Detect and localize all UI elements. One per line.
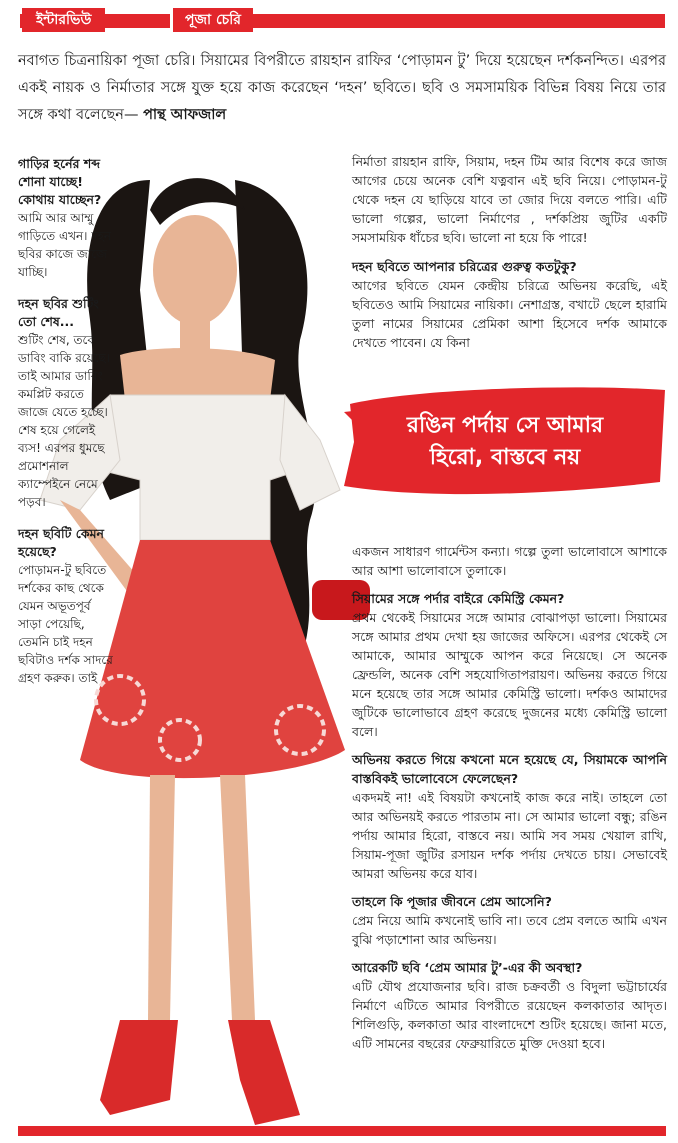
paragraph: একজন সাধারণ গার্মেন্টস কন্যা। গল্পে তুলা ভালোবাসে আশাকে আর আশা ভালোবাসে তুলাকে। [352,544,667,578]
footer-red-bar [18,1126,666,1136]
question: দহন ছবিটি কেমন হয়েছে? [18,526,105,559]
answer: পোড়ামন-টু ছবিতে দর্শকের কাছ থেকে যেমন অভূতপূর্ব সাড়া পেয়েছি, তেমনি চাই দহন ছবিটাও দর্শক সাদরে গ্রহণ করুক। তাই [18,563,113,685]
answer: প্রথম থেকেই সিয়ামের সঙ্গে আমার বোঝাপড়া ভালো। সিয়ামের সঙ্গে আমার প্রথম দেখা হয় জাজের অফিসে। এরপর থেকেই সে আমাকে, আমার আম্মুকে আপন করে নিয়েছে। সে অনেক ফ্রেন্ডলি, অনেক বেশি সহযোগিতাপরায়ণ। অভিনয় করতে গিয়ে মনে হয়েছে তার সঙ্গে আমার কেমিস্ট্রি ভালো। দর্শকও আমাদের জুটিকে ভালোভাবে গ্রহণ করেছে দুজনের মধ্যে কেমিস্ট্রি ভালো বলে। [352,610,667,739]
answer: আমি আর আম্মু গাড়িতে এখন। দহন ছবির কাজে জাজে যাচ্ছি। [18,211,112,279]
question: অভিনয় করতে গিয়ে কখনো মনে হয়েছে যে, সিয়ামকে আপনি বাস্তবিকই ভালোবেসে ফেলেছেন? [352,752,667,786]
question: দহন ছবির শুটিং তো শেষ... [18,296,99,329]
byline: পান্থ আফজাল [143,107,227,123]
question: তাহলে কি পূজার জীবনে প্রেম আসেনি? [352,894,552,909]
paragraph: নির্মাতা রায়হান রাফি, সিয়াম, দহন টিম আর বিশেষ করে জাজ আগের চেয়ে অনেক বেশি যত্নবান এই ছবি নিয়ে। পোড়ামন-টু থেকে দহন যে ছাড়িয়ে যাবে তা জোর দিয়ে বলতে পারি। এটি ভালো গল্পের, ভালো নির্মাণের , দর্শকপ্রিয় জুটির একটি সমসাময়িক ধাঁচের ছবি। ভালো না হয়ে কি পারে! [352,154,667,245]
person-tag: পূজা চেরি [170,8,253,32]
answer: এটি যৌথ প্রযোজনার ছবি। রাজ চক্রবর্তী ও বিদুলা ভট্টাচার্যের নির্মাণে এটিতে আমার বিপরীতে রয়েছেন কলকাতার আদৃত। শিলিগুড়ি, কলকাতা আর বাংলাদেশে শুটিং হয়েছে। জানা মতে, এটি সামনের বছরের ফেব্রুয়ারিতে মুক্তি দেওয়া হবে। [352,979,667,1051]
answer: প্রেম নিয়ে আমি কখনোই ভাবি না। তবে প্রেম বলতে আমি এখন বুঝি পড়াশোনা আর অভিনয়। [352,913,667,947]
question: দহন ছবিতে আপনার চরিত্রের গুরুত্ব কতটুকু? [352,259,577,274]
left-column [18,155,114,701]
pull-quote-line: হিরো, বাস্তবে নয় [429,445,581,470]
question: গাড়ির হর্নের শব্দ শোনা যাচ্ছে! কোথায় যাচ্ছেন? [18,156,102,207]
question: আরেকটি ছবি ‘প্রেম আমার টু’-এর কী অবস্থা? [352,960,583,975]
answer: একদমই না! এই বিষয়টা কখনোই কাজ করে নাই। তাহলে তো আর অভিনয়ই করতে পারতাম না। সে আমার ভালো বন্ধু; রঙিন পর্দায় আমার হিরো, বাস্তবে নয়। আমি সব সময় খেয়াল রাখি, সিয়াম-পূজা জুটির রসায়ন দর্শক পর্দায় দেখতে চায়। সেভাবেই আমরা অভিনয় করে যাব। [352,790,667,881]
right-column-top [352,152,667,352]
intro-text: নবাগত চিত্রনায়িকা পূজা চেরি। সিয়ামের বিপরীতে রায়হান রাফির ‘পোড়ামন টু’ দিয়ে হয়েছেন দর্শকনন্দিত। এরপর একই নায়ক ও নির্মাতার সঙ্গে যুক্ত হয়ে কাজ করেছেন ‘দহন’ ছবিতে। ছবি ও সমসাময়িক বিভিন্ন বিষয় নিয়ে তার সঙ্গে কথা বলেছেন— [18,53,666,123]
question: সিয়ামের সঙ্গে পর্দার বাইরে কেমিস্ট্রি কেমন? [352,591,565,606]
pull-quote [360,410,650,474]
pull-quote-line: রঙিন পর্দায় সে আমার [406,413,604,438]
right-column-bottom [352,542,667,1053]
intro-paragraph [18,48,666,129]
answer: আগের ছবিতে যেমন কেন্দ্রীয় চরিত্রে অভিনয় করেছি, এই ছবিতেও আমি সিয়ামের নায়িকা। নেশাগ্রস্ত, বখাটে ছেলে হারামি তুলা নামের সিয়ামের প্রেমিকা আশা হিসেবে দর্শক আমাকে দেখতে পাবেন। যে কিনা [352,278,667,350]
header-red-strip [20,14,665,28]
answer: শুটিং শেষ, তবে ডাবিং বাকি রয়েছে। তাই আমার ডাবিং কমপ্লিট করতে জাজে যেতে হচ্ছে। শেষ হয়ে গেলেই ব্যস! এরপর ধুমছে প্রমোশনাল ক্যাম্পেইনে নেমে পড়ব। [18,333,111,509]
section-tag: ইন্টারভিউ [22,8,105,32]
header-bar [0,0,678,36]
